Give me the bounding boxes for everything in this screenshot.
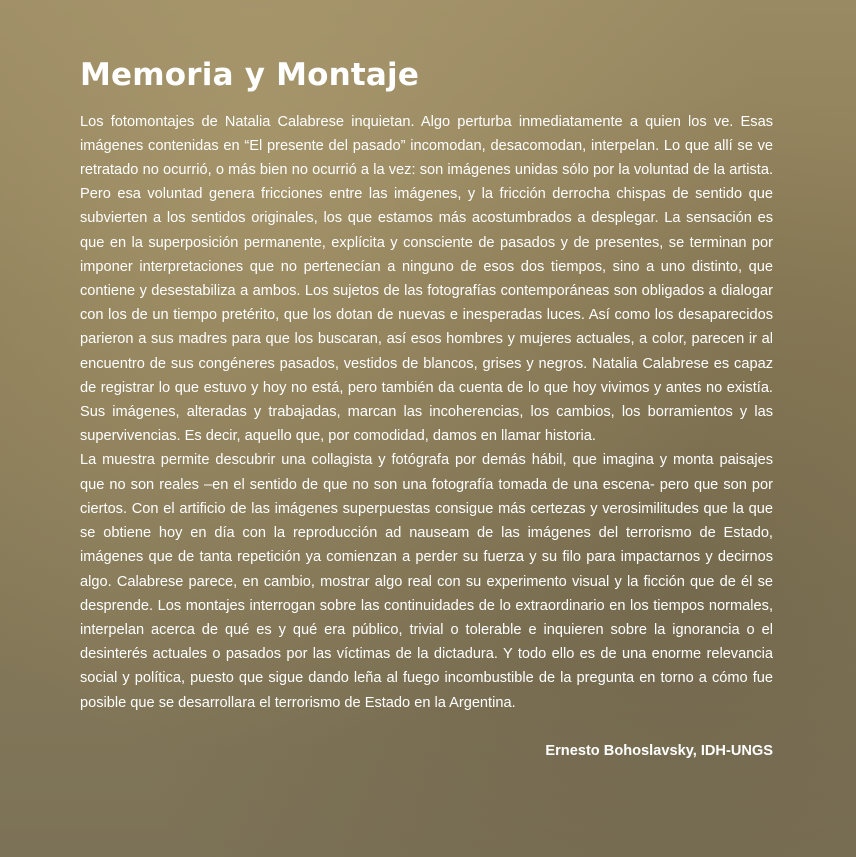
- document-page: [80, 58, 773, 759]
- body-paragraph-2: La muestra permite descubrir una collagista y fotógrafa por demás hábil, que imagina y monta paisajes que no son reales –en el sentido de que no son una fotografía tomada de una escena- pero que son por ciertos. Con el artificio de las imágenes superpuestas consigue más certezas y verosimilitudes que la que se obtiene hoy en día con la reproducción ad nauseam de las imágenes del terrorismo de Estado, imágenes que de tanta repetición ya comienzan a perder su fuerza y su filo para impactarnos y decirnos algo. Calabrese parece, en cambio, mostrar algo real con su experimento visual y la ficción que de él se desprende. Los montajes interrogan sobre las continuidades de lo extraordinario en los tiempos normales, interpelan acerca de qué es y qué era público, trivial o tolerable e inquieren sobre la ignorancia o el desinterés actuales o pasados por las víctimas de la dictadura. Y todo ello es de una enorme relevancia social y política, puesto que sigue dando leña al fuego incombustible de la pregunta en torno a cómo fue posible que se desarrollara el terrorismo de Estado en la Argentina.: [80, 452, 773, 711]
- page-title: Memoria y Montaje: [80, 57, 420, 93]
- author-signature: Ernesto Bohoslavsky, IDH-UNGS: [545, 742, 773, 759]
- body-paragraph-1: Los fotomontajes de Natalia Calabrese inquietan. Algo perturba inmediatamente a quien los ve. Esas imágenes contenidas en “El presente del pasado” incomodan, desacomodan, interpelan. Lo que allí se ve retratado no ocurrió, o más bien no ocurrió a la vez: son imágenes unidas sólo por la voluntad de la artista. Pero esa voluntad genera fricciones entre las imágenes, y la fricción derrocha chispas de sentido que subvierten a los sentidos originales, los que estamos más acostumbrados a desplegar. La sensación es que en la superposición permanente, explícita y consciente de pasados y de presentes, se terminan por imponer interpretaciones que no pertenecían a ninguno de esos dos tiempos, sino a uno distinto, que contiene y desestabiliza a ambos. Los sujetos de las fotografías contemporáneas son obligados a dialogar con los de un tiempo pretérito, que los dotan de nuevas e inesperadas luces. Así como los desaparecidos parieron a sus madres para que los buscaran, así esos hombres y mujeres actuales, a color, parecen ir al encuentro de sus congéneres pasados, vestidos de blancos, grises y negros. Natalia Calabrese es capaz de registrar lo que estuvo y hoy no está, pero también da cuenta de lo que hoy vivimos y antes no existía. Sus imágenes, alteradas y trabajadas, marcan las incoherencias, los cambios, los borramientos y las supervivencias. Es decir, aquello que, por comodidad, damos en llamar historia.: [80, 113, 773, 445]
